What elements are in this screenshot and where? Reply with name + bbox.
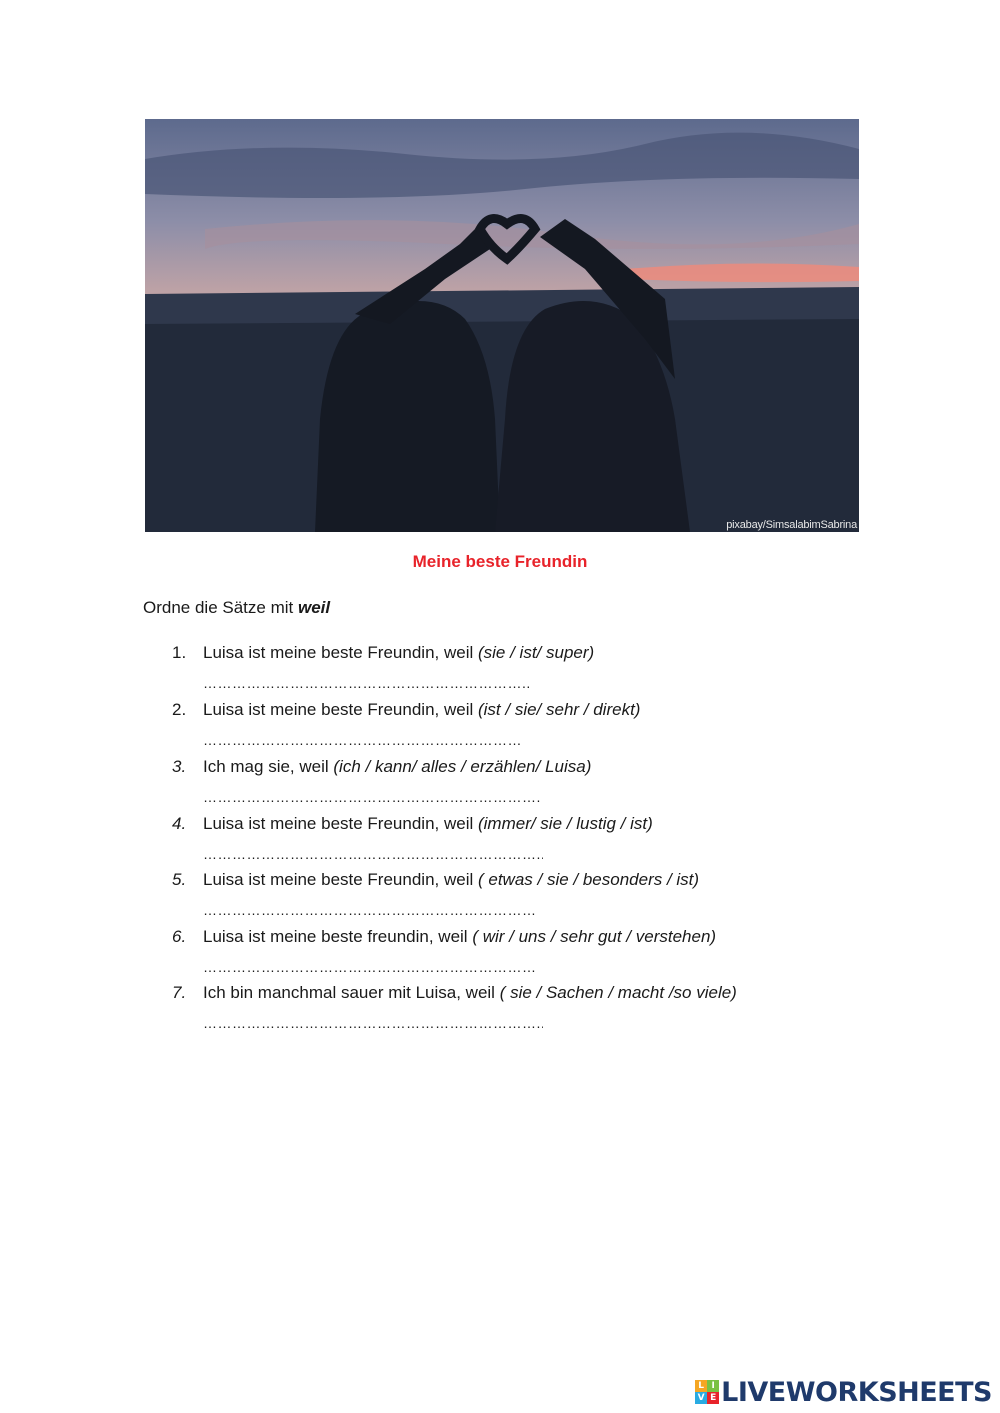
item-number: 6. xyxy=(172,927,187,946)
item-number: 1. xyxy=(172,643,187,662)
exercise-item-1 xyxy=(0,643,1000,700)
item-number: 2. xyxy=(172,700,187,719)
item-number: 7. xyxy=(172,983,187,1002)
word-hint: (ist / sie/ sehr / direkt) xyxy=(477,700,641,719)
sentence-text: Ich bin manchmal sauer mit Luisa, weil xyxy=(203,983,500,1002)
logo-cell-v: V xyxy=(695,1392,707,1404)
item-sentence xyxy=(203,643,594,663)
answer-input-4[interactable] xyxy=(203,843,543,865)
item-sentence xyxy=(203,927,716,947)
logo-cell-e: E xyxy=(707,1392,719,1404)
answer-input-2[interactable] xyxy=(203,729,543,751)
word-hint: ( sie / Sachen / macht /so viele) xyxy=(499,983,737,1002)
item-number: 5. xyxy=(172,870,187,889)
word-hint: ( etwas / sie / besonders / ist) xyxy=(477,870,700,889)
liveworksheets-logo[interactable] xyxy=(695,1377,992,1407)
answer-input-3[interactable] xyxy=(203,786,543,808)
item-sentence xyxy=(203,983,737,1003)
sentence-text: Ich mag sie, weil xyxy=(203,757,334,776)
item-number: 4. xyxy=(172,814,187,833)
liveworksheets-icon xyxy=(695,1380,719,1404)
sentence-text: Luisa ist meine beste Freundin, weil xyxy=(203,643,478,662)
answer-input-7[interactable] xyxy=(203,1012,543,1034)
liveworksheets-wordmark: LIVEWORKSHEETS xyxy=(721,1376,992,1408)
logo-cell-i: I xyxy=(707,1380,719,1392)
exercise-item-2 xyxy=(0,700,1000,757)
answer-input-5[interactable] xyxy=(203,899,543,921)
sentence-text: Luisa ist meine beste Freundin, weil xyxy=(203,700,478,719)
item-number: 3. xyxy=(172,757,187,776)
exercise-item-4 xyxy=(0,814,1000,871)
answer-input-1[interactable] xyxy=(203,672,543,694)
instruction-text: Ordne die Sätze mit xyxy=(143,598,298,617)
word-hint: (sie / ist/ super) xyxy=(477,643,595,662)
exercise-item-5 xyxy=(0,870,1000,927)
photo-credit: pixabay/SimsalabimSabrina xyxy=(726,519,857,531)
sentence-text: Luisa ist meine beste freundin, weil xyxy=(203,927,473,946)
exercise-item-7 xyxy=(0,983,1000,1040)
word-hint: ( wir / uns / sehr gut / verstehen) xyxy=(472,927,717,946)
exercise-item-6 xyxy=(0,927,1000,984)
logo-cell-l: L xyxy=(695,1380,707,1392)
instruction-keyword: weil xyxy=(297,598,331,617)
word-hint: (ich / kann/ alles / erzählen/ Luisa) xyxy=(333,757,592,776)
answer-input-6[interactable] xyxy=(203,956,543,978)
item-sentence xyxy=(203,870,699,890)
item-sentence xyxy=(203,814,653,834)
word-hint: (immer/ sie / lustig / ist) xyxy=(477,814,653,833)
worksheet-title: Meine beste Freundin xyxy=(412,552,588,571)
item-sentence xyxy=(203,700,640,720)
sentence-text: Luisa ist meine beste Freundin, weil xyxy=(203,870,478,889)
sentence-text: Luisa ist meine beste Freundin, weil xyxy=(203,814,478,833)
exercise-item-3 xyxy=(0,757,1000,814)
item-sentence xyxy=(203,757,591,777)
